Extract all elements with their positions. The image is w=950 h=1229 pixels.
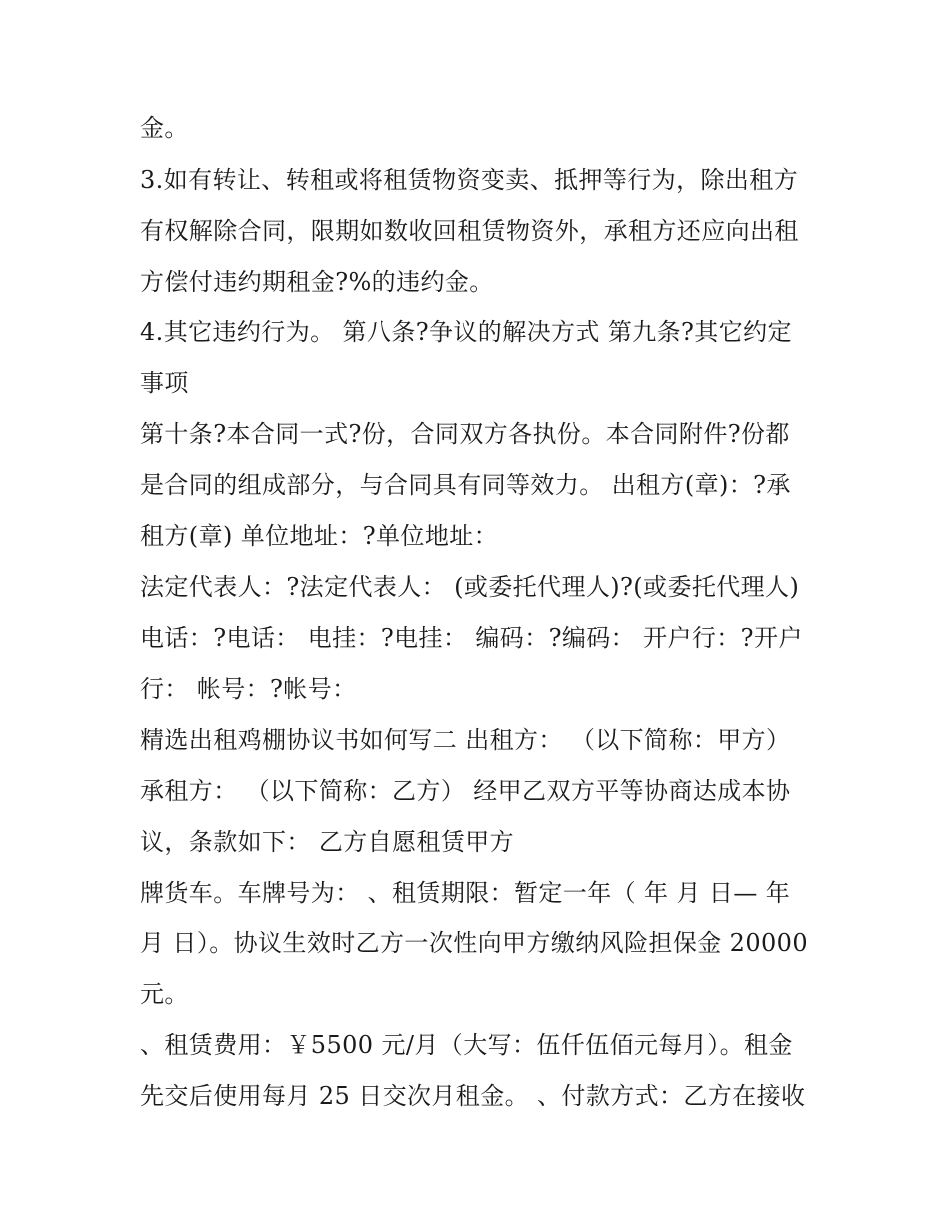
text-line: 月 日）。协议生效时乙方一次性向甲方缴纳风险担保金 20000 bbox=[140, 929, 809, 957]
text-line: 是合同的组成部分，与合同具有同等效力。 出租方(章)：?承 bbox=[140, 471, 791, 499]
text-line: 精选出租鸡棚协议书如何写二 出租方： （以下简称：甲方） bbox=[140, 726, 791, 754]
text-line: 金。 bbox=[140, 114, 189, 142]
text-line: 方偿付违约期租金?%的违约金。 bbox=[140, 268, 494, 296]
text-line: 有权解除合同，限期如数收回租赁物资外，承租方还应向出租 bbox=[140, 217, 799, 245]
text-line: 法定代表人：?法定代表人： (或委托代理人)?(或委托代理人) bbox=[140, 573, 800, 601]
text-line: 牌货车。车牌号为： 、租赁期限：暂定一年（ 年 月 日— 年 bbox=[140, 879, 791, 907]
text-line: 议，条款如下： 乙方自愿租赁甲方 bbox=[140, 828, 515, 856]
text-line: 第十条?本合同一式?份，合同双方各执份。本合同附件?份都 bbox=[140, 420, 790, 448]
text-line: 、租赁费用：￥5500 元/月（大写：伍仟伍佰元每月）。租金 bbox=[140, 1031, 793, 1059]
text-line: 租方(章) 单位地址：?单位地址： bbox=[140, 522, 499, 550]
text-line: 行： 帐号：?帐号： bbox=[140, 675, 357, 703]
text-line: 4.其它违约行为。 第八条?争议的解决方式 第九条?其它约定 bbox=[140, 318, 792, 346]
text-line: 承租方： （以下简称：乙方） 经甲乙双方平等协商达成本协 bbox=[140, 777, 791, 805]
text-line: 3.如有转让、转租或将租赁物资变卖、抵押等行为，除出租方 bbox=[140, 166, 799, 194]
text-line: 元。 bbox=[140, 980, 189, 1008]
text-line: 电话：?电话： 电挂：?电挂： 编码：?编码： 开户行：?开户 bbox=[140, 624, 803, 652]
text-line: 先交后使用每月 25 日交次月租金。 、付款方式：乙方在接收 bbox=[140, 1082, 806, 1110]
text-line: 事项 bbox=[140, 369, 189, 397]
